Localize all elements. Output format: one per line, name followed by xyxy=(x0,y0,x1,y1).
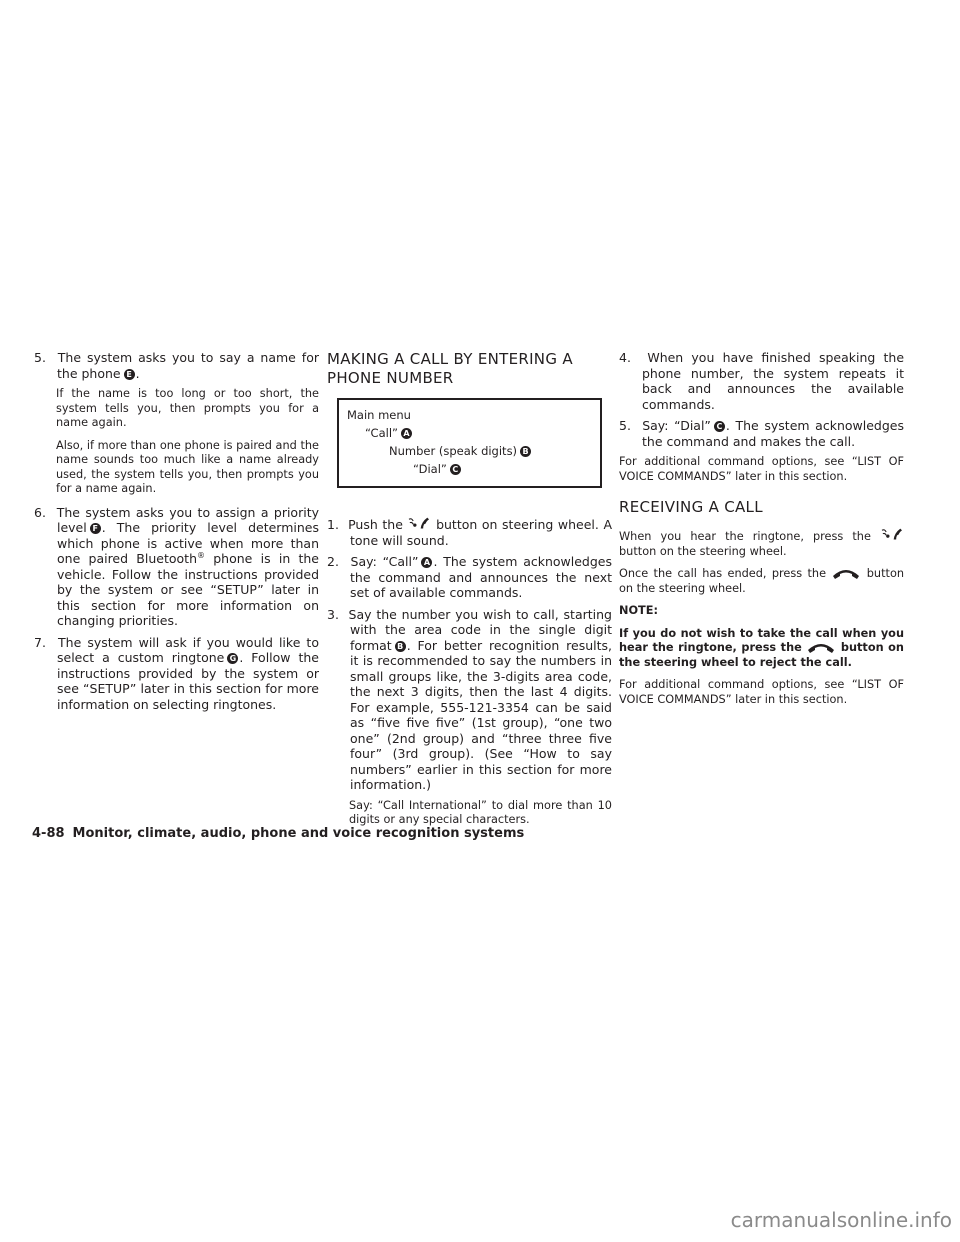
step-5-dial: 5. Say: “Dial” C . The system acknowledges the command and makes the call. xyxy=(619,418,904,449)
hang-up-icon xyxy=(806,641,836,653)
page-number: 4-88 xyxy=(32,826,65,841)
hang-up-icon xyxy=(831,567,861,579)
middle-column xyxy=(327,350,612,836)
chapter-title: Monitor, climate, audio, phone and voice recognition systems xyxy=(72,826,525,841)
talk-button-icon xyxy=(407,516,431,531)
section-heading-receiving-call: RECEIVING A CALL xyxy=(619,498,763,516)
right-column xyxy=(619,350,904,715)
see-voice-commands-1: For additional command options, see “LIST OF VOICE COMMANDS” later in this section. xyxy=(619,455,904,483)
marker-f: F xyxy=(90,523,101,534)
marker-a: A xyxy=(421,557,432,568)
command-dial: “Dial” C xyxy=(347,460,592,478)
note-name-similar: Also, if more than one phone is paired and the name sounds too much like a name already used, the system tells you, then prompts you for a name again. xyxy=(56,438,319,495)
marker-c: C xyxy=(450,464,461,475)
step-5: 5. The system asks you to say a name for the phone E . xyxy=(34,350,319,381)
marker-a: A xyxy=(401,428,412,439)
marker-b: B xyxy=(395,641,406,652)
section-heading-making-call: MAKING A CALL BY ENTERING A PHONE NUMBER xyxy=(327,350,573,387)
step-2: 2. Say: “Call” A . The system acknowledges the command and announces the next set of available commands. xyxy=(327,554,612,600)
command-flow-box xyxy=(337,398,602,488)
marker-c: C xyxy=(714,421,725,432)
note-international: Say: “Call International” to dial more than 10 digits or any special characters. xyxy=(349,798,612,826)
command-number: Number (speak digits) B xyxy=(347,442,592,460)
command-call: “Call” A xyxy=(347,424,592,442)
marker-e: E xyxy=(124,369,135,380)
page-footer xyxy=(32,826,524,841)
step-1: 1. Push the button on steering wheel. A tone will sound. xyxy=(327,517,612,548)
marker-g: G xyxy=(227,653,238,664)
command-main-menu: Main menu xyxy=(347,408,411,422)
watermark: carmanualsonline.info xyxy=(730,1208,952,1232)
receive-instruction: When you hear the ringtone, press the button on the steering wheel. xyxy=(619,527,904,559)
left-column xyxy=(34,350,319,718)
talk-button-icon xyxy=(880,527,904,542)
end-call-instruction: Once the call has ended, press the button on the steering wheel. xyxy=(619,567,905,595)
step-4: 4. When you have finished speaking the phone number, the system repeats it back and announces the available commands. xyxy=(619,350,905,412)
note-reject-call: If you do not wish to take the call when you hear the ringtone, press the button on the steering wheel to reject the call. xyxy=(619,626,904,669)
note-name-length: If the name is too long or too short, the system tells you, then prompts you for a name again. xyxy=(56,387,319,429)
step-6: 6. The system asks you to assign a priority level F . The priority level determines which phone is active when more than one paired Bluetooth® phone is in the vehicle. Follow the instructions provided by the system or see “SETUP” later in this section for more information on changing priorities. xyxy=(34,504,319,628)
note-label: NOTE: xyxy=(619,604,658,617)
step-3: 3. Say the number you wish to call, starting with the area code in the single digit format B . For better recognition results, it is recommended to say the numbers in small groups like, the 3-digits area code, the next 3 digits, then the last 4 digits. For example, 555-121-3354 can be said as “five five five” (1st group), “one two one” (2nd group) and “three three five four” (3rd group). (See “How to say numbers” earlier in this section for more information.) xyxy=(327,606,612,792)
see-voice-commands-2: For additional command options, see “LIST OF VOICE COMMANDS” later in this section. xyxy=(619,678,904,706)
marker-b: B xyxy=(520,446,531,457)
step-7: 7. The system will ask if you would like to select a custom ringtone G . Follow the instructions provided by the system or see “SETUP” later in this section for more information on selecting ringtones. xyxy=(34,634,319,712)
